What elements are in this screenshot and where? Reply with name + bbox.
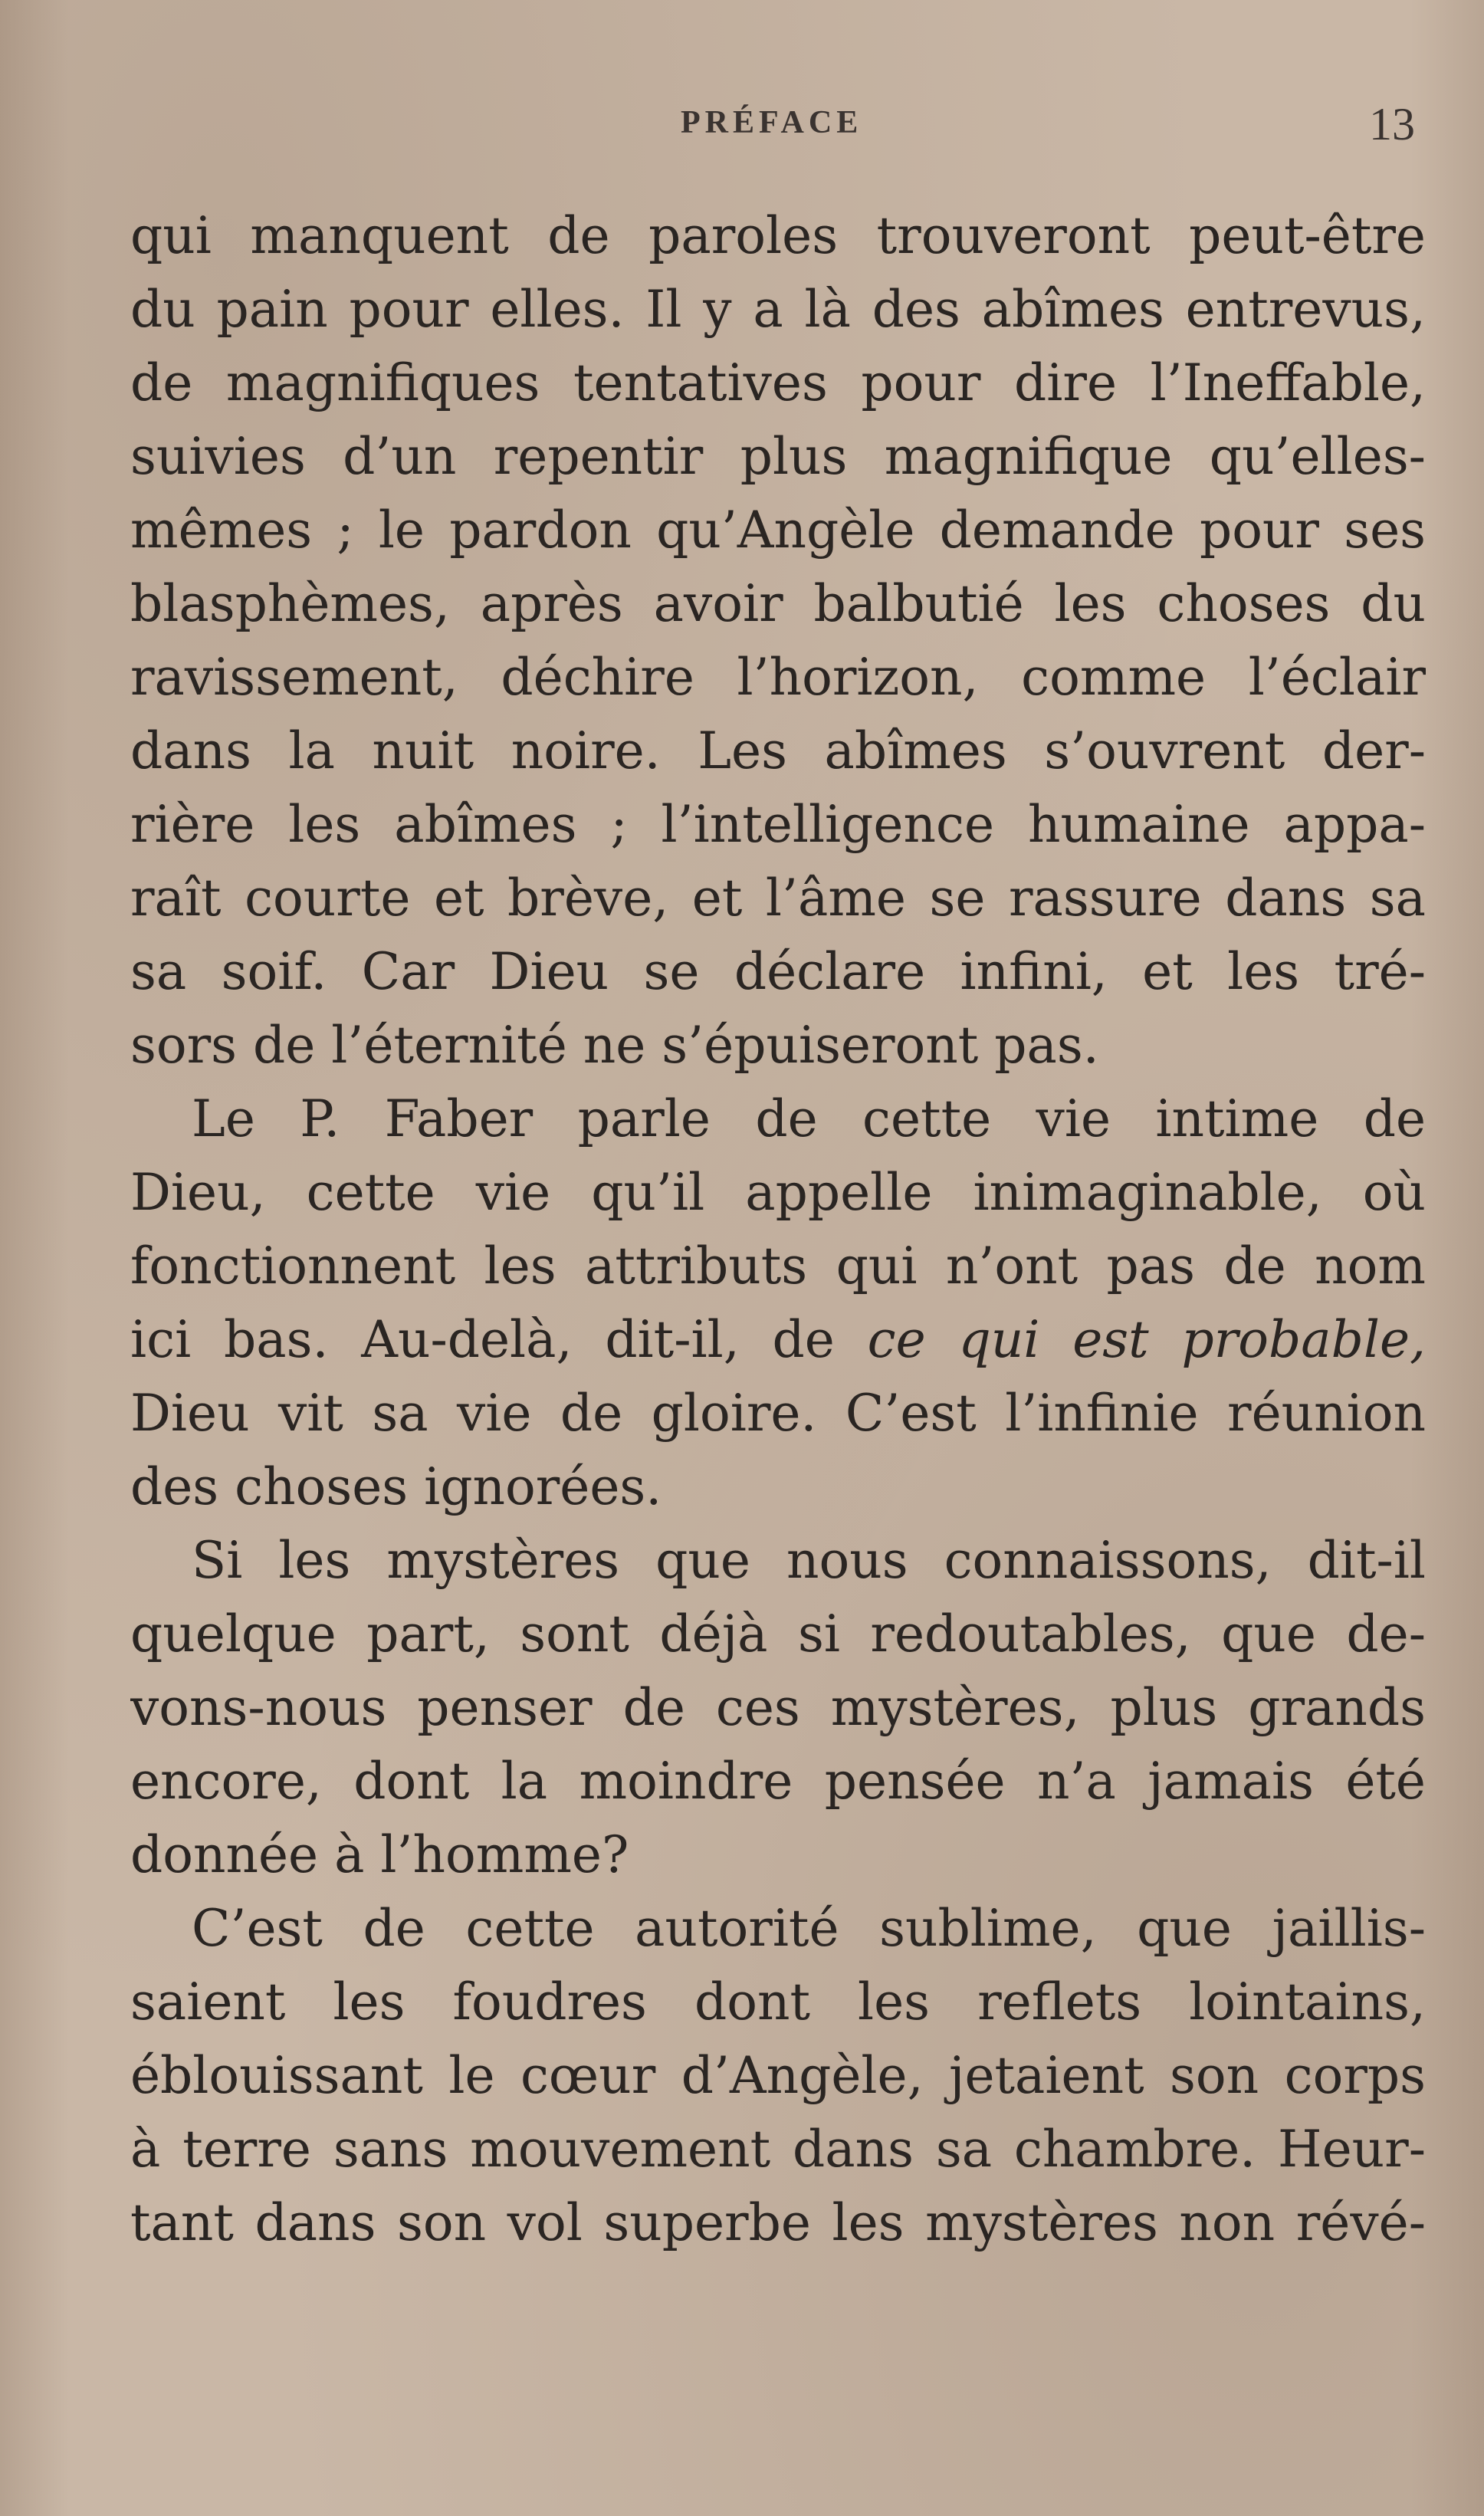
paragraph-start-line: C’est de cette autorité sublime, que jaillis- — [192, 1899, 1426, 1958]
text-line: à terre sans mouvement dans sa chambre. Heur- — [130, 2120, 1426, 2179]
paragraph-start-line: Si les mystères que nous connaissons, dit-il — [192, 1531, 1426, 1590]
text-line: mêmes ; le pardon qu’Angèle demande pour ses — [130, 501, 1426, 560]
text-line: fonctionnent les attributs qui n’ont pas de nom — [130, 1237, 1426, 1296]
running-head — [0, 98, 1484, 149]
text-line: Dieu, cette vie qu’il appelle inimaginable, où — [130, 1163, 1426, 1222]
text-line: tant dans son vol superbe les mystères non révé- — [130, 2193, 1426, 2252]
text-line: vons-nous penser de ces mystères, plus grands — [130, 1678, 1426, 1737]
text-line: sa soif. Car Dieu se déclare infini, et les tré- — [130, 942, 1426, 1001]
text-line: qui manquent de paroles trouveront peut-être — [130, 206, 1426, 265]
italic-phrase: ce qui est probable, — [867, 1310, 1426, 1369]
text-line: raît courte et brève, et l’âme se rassure dans sa — [130, 869, 1426, 928]
text-line: éblouissant le cœur d’Angèle, jetaient son corps — [130, 2046, 1426, 2105]
text-line: quelque part, sont déjà si redoutables, que de- — [130, 1605, 1426, 1664]
text-line: suivies d’un repentir plus magnifique qu’elles- — [130, 427, 1426, 486]
body-text — [130, 199, 1426, 2260]
text-line: encore, dont la moindre pensée n’a jamais été — [130, 1752, 1426, 1811]
text-line: dans la nuit noire. Les abîmes s’ouvrent der- — [130, 721, 1426, 780]
paragraph-start-line: Le P. Faber parle de cette vie intime de — [192, 1089, 1426, 1148]
paragraph-end-line: des choses ignorées. — [130, 1457, 662, 1516]
paragraph-end-line: sors de l’éternité ne s’épuiseront pas. — [130, 1016, 1099, 1075]
page-number: 13 — [1369, 99, 1415, 149]
text-segment: ici bas. Au-delà, dit-il, de — [130, 1310, 868, 1369]
text-line: du pain pour elles. Il y a là des abîmes entrevus, — [130, 280, 1426, 339]
text-line — [130, 1303, 1426, 1377]
text-line: saient les foudres dont les reflets lointains, — [130, 1972, 1426, 2032]
page-title: PRÉFACE — [681, 105, 863, 140]
paragraph-end-line: donnée à l’homme? — [130, 1825, 629, 1884]
text-line: ravissement, déchire l’horizon, comme l’éclair — [130, 648, 1426, 707]
text-line: rière les abîmes ; l’intelligence humaine appa- — [130, 795, 1426, 854]
text-line: blasphèmes, après avoir balbutié les choses du — [130, 574, 1426, 633]
text-line: Dieu vit sa vie de gloire. C’est l’infinie réunion — [130, 1384, 1426, 1443]
text-line: de magnifiques tentatives pour dire l’Ineffable, — [130, 353, 1426, 412]
